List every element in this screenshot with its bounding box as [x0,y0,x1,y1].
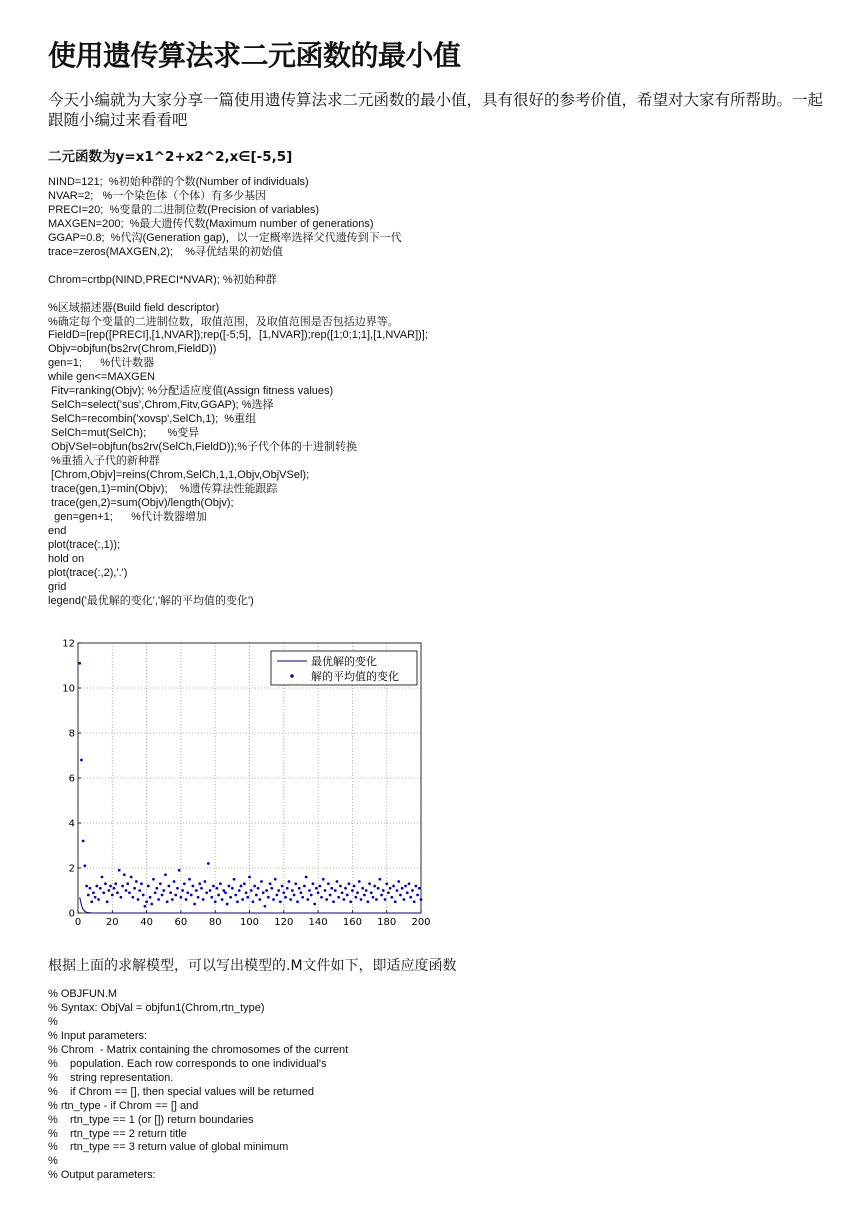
code-line: MAXGEN=200; %最大遗传代数(Maximum number of generations) [48,217,374,230]
series-point-mean [358,880,361,883]
series-point-mean [152,878,155,881]
legend-label-mean: 解的平均值的变化 [311,670,399,683]
code-line: end [48,524,67,537]
code-line: trace(gen,2)=sum(Objv)/length(Objv); [48,496,234,509]
code-line: grid [48,580,67,593]
series-point-mean [310,894,313,897]
series-point-mean [401,887,404,890]
series-point-mean [418,887,421,890]
series-point-mean [167,885,170,888]
code-line [48,260,428,274]
x-tick-label: 60 [174,917,188,928]
series-point-mean [113,887,116,890]
series-point-mean [241,898,244,901]
series-point-mean [305,876,308,879]
code-line: gen=1; %代计数器 [48,357,155,370]
series-point-mean [402,898,405,901]
series-point-mean [370,891,373,894]
code-line: Objv=objfun(bs2rv(Chrom,FieldD)) [48,343,217,356]
series-point-mean [270,887,273,890]
series-point-mean [238,889,241,892]
series-point-mean [233,878,236,881]
series-point-mean [181,889,184,892]
code-line: trace(gen,1)=min(Objv); %遗传算法性能跟踪 [48,482,278,495]
y-tick-label: 6 [68,773,75,785]
series-point-mean [385,882,388,885]
series-point-mean [337,896,340,899]
series-point-mean [294,882,297,885]
series-point-mean [178,869,181,872]
x-tick-label: 200 [411,917,431,928]
code-line: gen=gen+1; %代计数器增加 [48,510,207,523]
series-point-mean [130,876,133,879]
series-point-mean [420,898,423,901]
series-point-mean [368,882,371,885]
x-tick-label: 40 [140,917,153,928]
series-point-mean [346,894,349,897]
series-point-mean [262,891,265,894]
series-point-mean [277,889,280,892]
series-point-mean [205,891,208,894]
code-line: [Chrom,Objv]=reins(Chrom,SelCh,1,1,Objv,ObjVSel); [48,469,310,482]
series-point-mean [334,889,337,892]
series-point-mean [197,896,200,899]
series-point-mean [180,896,183,899]
series-point-mean [291,889,294,892]
code-line: % [48,1155,58,1168]
series-point-mean [145,900,148,903]
series-point-mean [138,889,141,892]
series-point-mean [176,887,179,890]
series-point-mean [301,896,304,899]
series-point-mean [231,887,234,890]
series-point-mean [97,898,100,901]
function-heading: 二元函数为y=x1^2+x2^2,x∈[-5,5] [48,149,293,165]
series-point-mean [250,889,253,892]
series-point-mean [408,882,411,885]
series-point-mean [121,885,124,888]
series-point-mean [85,885,88,888]
series-point-mean [143,905,146,908]
series-point-mean [183,882,186,885]
code-line: NVAR=2; %一个染色体（个体）有多少基因 [48,189,267,202]
series-point-mean [300,891,303,894]
series-point-mean [78,662,81,665]
x-tick-label: 80 [208,917,222,928]
series-point-mean [293,894,296,897]
series-point-mean [221,898,224,901]
series-point-mean [173,880,176,883]
code-line: % rtn_type == 3 return value of global minimum [48,1141,289,1154]
legend-point-swatch [290,674,294,678]
series-point-mean [164,873,167,876]
series-point-mean [351,889,354,892]
series-point-mean [222,889,225,892]
series-point-mean [327,882,330,885]
series-point-mean [190,894,193,897]
series-point-mean [406,891,409,894]
series-point-mean [126,882,129,885]
series-point-mean [289,898,292,901]
x-tick-label: 120 [274,917,294,928]
series-point-mean [329,894,332,897]
series-point-mean [296,900,299,903]
series-point-mean [349,900,352,903]
series-point-mean [133,887,136,890]
series-point-mean [149,896,152,899]
code-line: % if Chrom == [], then special values will be returned [48,1085,314,1098]
series-point-mean [243,882,246,885]
series-point-mean [219,882,222,885]
series-point-mean [212,885,215,888]
x-tick-label: 20 [105,917,119,928]
series-point-mean [411,889,414,892]
series-point-mean [356,891,359,894]
series-point-mean [380,894,383,897]
series-point-mean [339,885,342,888]
legend-label-best: 最优解的变化 [311,655,377,668]
series-point-mean [125,889,128,892]
y-tick-label: 8 [68,728,75,740]
series-point-mean [354,896,357,899]
code-line: Fitv=ranking(Objv); %分配适应度值(Assign fitness values) [48,385,334,398]
series-point-mean [315,887,318,890]
series-point-mean [377,887,380,890]
series-point-mean [171,898,174,901]
series-point-mean [387,891,390,894]
series-point-mean [99,887,102,890]
code-line: GGAP=0.8; %代沟(Generation gap)，以一定概率选择父代遗传到下一代 [48,231,402,244]
series-point-mean [276,894,279,897]
series-point-mean [313,903,316,906]
series-point-mean [284,896,287,899]
series-point-mean [279,900,282,903]
series-point-mean [114,882,117,885]
x-tick-label: 100 [239,917,260,928]
series-point-mean [298,887,301,890]
code-line: ObjVSel=objfun(bs2rv(SelCh,FieldD));%子代个体的十进制转换 [48,441,357,454]
series-point-mean [409,896,412,899]
series-point-mean [366,900,369,903]
series-point-mean [204,880,207,883]
series-point-mean [89,887,92,890]
code-line: % rtn_type == 1 (or []) return boundaries [48,1113,254,1126]
series-point-mean [101,876,104,879]
series-point-mean [269,882,272,885]
series-point-mean [135,880,138,883]
series-point-mean [142,894,145,897]
series-point-mean [372,896,375,899]
code-line: Chrom=crtbp(NIND,PRECI*NVAR); %初始种群 [48,273,277,286]
series-point-mean [416,894,419,897]
series-point-mean [119,896,122,899]
series-point-mean [258,898,261,901]
series-point-mean [118,869,121,872]
series-point-mean [169,891,172,894]
series-point-mean [226,903,229,906]
series-point-mean [341,891,344,894]
series-point-mean [207,862,210,865]
series-point-mean [324,889,327,892]
series-point-mean [157,898,160,901]
series-point-mean [102,891,105,894]
series-point-mean [214,900,217,903]
series-point-mean [186,891,189,894]
series-point-mean [200,887,203,890]
series-point-mean [306,898,309,901]
series-point-mean [137,898,140,901]
x-tick-label: 180 [377,917,397,928]
series-point-mean [131,896,134,899]
series-point-mean [140,882,143,885]
series-point-mean [246,896,249,899]
series-point-mean [90,900,93,903]
code-line: % [48,1015,58,1028]
series-point-mean [342,898,345,901]
series-point-mean [397,880,400,883]
y-tick-label: 4 [68,818,75,830]
code-line: % OBJFUN.M [48,988,118,1000]
series-point-mean [95,885,98,888]
series-point-mean [154,891,157,894]
series-point-mean [229,896,232,899]
series-point-mean [312,882,315,885]
series-point-mean [389,887,392,890]
code-line: NIND=121; %初始种群的个数(Number of individuals) [48,176,309,188]
series-point-mean [308,889,311,892]
code-line: legend('最优解的变化','解的平均值的变化') [48,594,254,607]
series-point-mean [111,894,114,897]
series-point-mean [399,894,402,897]
code-line: %确定每个变量的二进制位数，取值范围，及取值范围是否包括边界等。 [48,315,399,328]
series-point-mean [348,882,351,885]
code-line: SelCh=mut(SelCh); %变异 [48,427,200,440]
series-point-mean [414,885,417,888]
series-point-mean [360,898,363,901]
code-line: % rtn_type - if Chrom == [] and [48,1099,199,1112]
series-point-mean [274,878,277,881]
series-point-mean [188,878,191,881]
series-point-mean [281,885,284,888]
series-point-mean [317,891,320,894]
series-point-mean [82,840,85,843]
code-line: plot(trace(:,2),'.') [48,566,128,579]
series-point-mean [87,894,90,897]
series-point-mean [322,878,325,881]
x-tick-label: 0 [74,917,82,928]
code-line: % Input parameters: [48,1029,148,1042]
code-line: % Chrom - Matrix containing the chromosomes of the current [48,1043,349,1056]
y-tick-label: 10 [62,683,75,695]
series-point-mean [83,864,86,867]
series-point-mean [257,887,260,890]
series-point-mean [116,891,119,894]
series-point-mean [174,894,177,897]
series-point-mean [109,885,112,888]
series-point-mean [166,900,169,903]
series-point-mean [252,900,255,903]
code-line: hold on [48,552,85,565]
series-point-mean [260,880,263,883]
code-line: % rtn_type == 2 return title [48,1127,187,1140]
series-point-mean [159,882,162,885]
series-point-mean [375,898,378,901]
series-point-mean [240,885,243,888]
series-point-mean [155,887,158,890]
series-point-mean [392,885,395,888]
series-point-mean [210,896,213,899]
code-line: PRECI=20; %变量的二进制位数(Precision of variables) [48,203,320,216]
series-point-mean [216,887,219,890]
series-point-mean [234,894,237,897]
series-point-mean [92,891,95,894]
series-point-mean [253,885,256,888]
series-point-mean [185,898,188,901]
code-line: trace=zeros(MAXGEN,2); %寻优结果的初始值 [48,245,284,258]
series-point-mean [147,885,150,888]
page-title: 使用遗传算法求二元函数的最小值 [48,39,461,72]
code-line [48,288,428,302]
code-line: while gen<=MAXGEN [48,371,155,384]
y-tick-label: 2 [68,863,75,875]
code-line: % population. Each row corresponds to one individual's [48,1057,327,1070]
series-point-mean [245,891,248,894]
series-point-mean [365,889,368,892]
code-line: %区域描述器(Build field descriptor) [48,301,220,314]
code-line: % Output parameters: [48,1169,156,1182]
series-point-mean [202,898,205,901]
code-line: SelCh=recombin('xovsp',SelCh,1); %重组 [48,413,257,426]
series-point-mean [286,887,289,890]
series-point-mean [193,903,196,906]
series-point-mean [363,894,366,897]
series-point-mean [106,900,109,903]
series-point-mean [288,880,291,883]
series-point-mean [378,878,381,881]
code-line: %重插入子代的新种群 [48,455,160,468]
series-point-mean [344,887,347,890]
series-point-mean [382,889,385,892]
series-point-mean [384,898,387,901]
code-line: % string representation. [48,1071,174,1084]
series-point-mean [264,905,267,908]
series-point-mean [217,894,220,897]
series-point-mean [325,898,328,901]
series-point-mean [336,880,339,883]
x-tick-label: 160 [342,917,362,928]
series-point-mean [267,896,270,899]
series-point-mean [396,889,399,892]
series-point-mean [394,900,397,903]
series-point-mean [107,889,110,892]
series-point-mean [413,900,416,903]
series-point-mean [94,896,97,899]
series-point-mean [320,896,323,899]
series-point-mean [162,889,165,892]
series-point-mean [255,894,258,897]
series-point-mean [224,891,227,894]
series-point-mean [128,891,131,894]
series-point-mean [150,903,153,906]
series-point-mean [272,898,275,901]
series-point-mean [104,882,107,885]
series-point-mean [198,882,201,885]
series-point-mean [209,889,212,892]
series-point-mean [373,885,376,888]
series-point-mean [318,885,321,888]
series-point-mean [236,900,239,903]
series-point-mean [303,885,306,888]
matlab-code-block-2 [48,988,348,1183]
series-point-mean [390,896,393,899]
series-point-mean [123,873,126,876]
series-point-mean [353,885,356,888]
code-line: SelCh=select('sus',Chrom,Fitv,GGAP); %选择 [48,399,274,412]
series-point-mean [361,887,364,890]
series-point-mean [80,759,83,762]
series-point-mean [248,876,251,879]
y-tick-label: 0 [68,908,75,920]
series-point-mean [161,894,164,897]
code-line: % Syntax: ObjVal = objfun1(Chrom,rtn_type) [48,1001,265,1014]
fitness-function-paragraph: 根据上面的求解模型，可以写出模型的.M文件如下，即适应度函数 [48,958,457,974]
ga-convergence-chart [56,630,436,930]
series-point-mean [228,885,231,888]
code-line: plot(trace(:,1)); [48,538,121,551]
series-point-mean [332,900,335,903]
series-point-mean [192,885,195,888]
y-tick-label: 12 [62,638,75,650]
series-point-mean [282,891,285,894]
x-tick-label: 140 [308,917,328,928]
series-point-mean [404,885,407,888]
intro-paragraph: 今天小编就为大家分享一篇使用遗传算法求二元函数的最小值，具有很好的参考价值，希望对大家有所帮助。一起跟随小编过来看看吧 [48,91,824,129]
series-point-mean [265,889,268,892]
matlab-code-block-1 [48,176,428,609]
code-line: FieldD=[rep([PRECI],[1,NVAR]);rep([-5;5]，[1,NVAR]);rep([1;0;1;1],[1,NVAR])]; [48,329,428,342]
series-point-mean [195,889,198,892]
series-point-mean [330,887,333,890]
